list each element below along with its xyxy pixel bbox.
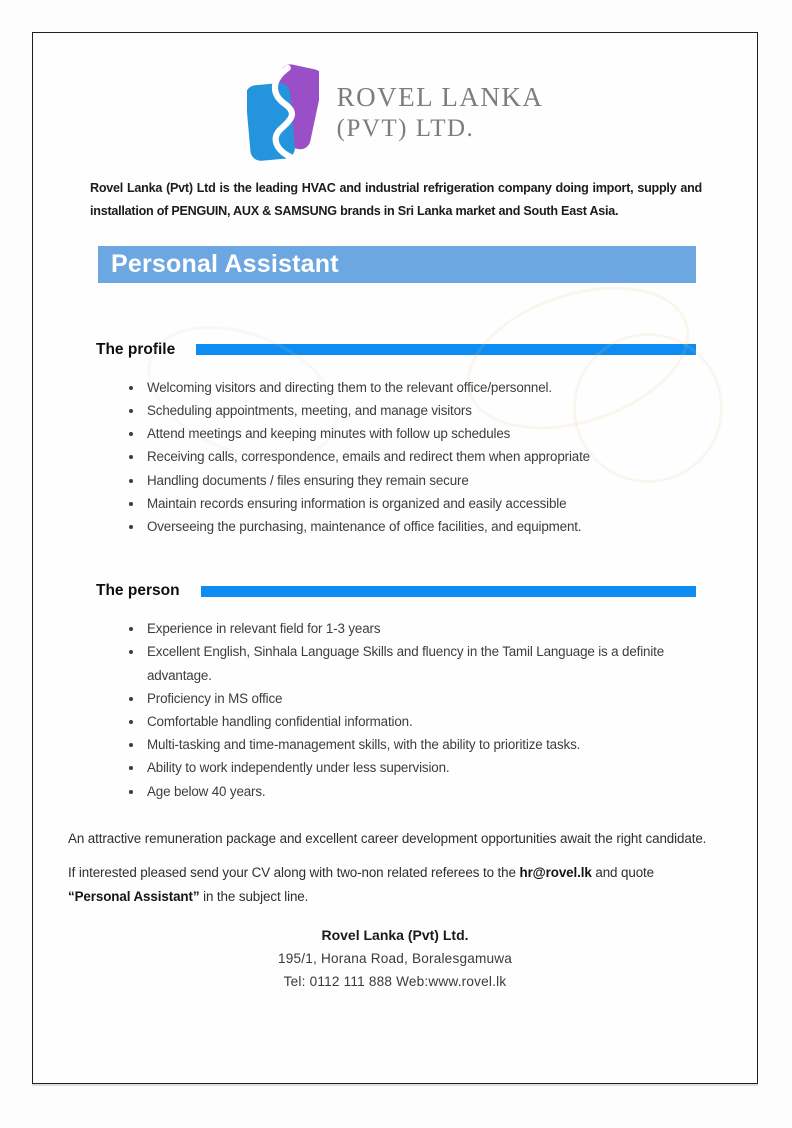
list-item: • Experience in relevant field for 1-3 years [144, 617, 696, 640]
section-heading-profile [96, 341, 696, 359]
intro-paragraph: Rovel Lanka (Pvt) Ltd is the leading HVAC and industrial refrigeration company doing import, supply and installation of PENGUIN, AUX & SAMSUNG brands in Sri Lanka market and South East Asia. [90, 181, 702, 219]
apply-text-suffix: in the subject line. [199, 888, 309, 904]
footer-contact-block [33, 924, 757, 993]
list-item: • Excellent English, Sinhala Language Skills and fluency in the Tamil Language is a definite advantage. [144, 640, 696, 686]
page-border-frame [32, 32, 758, 1084]
apply-text-mid: and quote [591, 865, 655, 881]
company-name-line2: (PVT) LTD. [336, 114, 475, 142]
list-item: • Maintain records ensuring information is organized and easily accessible [144, 492, 696, 515]
person-heading-label: The person [96, 582, 180, 600]
list-item: • Multi-tasking and time-management skills, with the ability to prioritize tasks. [144, 733, 696, 756]
list-item: • Ability to work independently under less supervision. [144, 756, 696, 779]
company-logo [33, 64, 757, 161]
person-bullet-list [144, 617, 696, 803]
profile-heading-bar [196, 344, 696, 355]
apply-paragraph [68, 861, 716, 908]
footer-company-name: Rovel Lanka (Pvt) Ltd. [321, 927, 469, 944]
list-item: • Proficiency in MS office [144, 687, 696, 710]
list-item: • Handling documents / files ensuring they remain secure [144, 469, 696, 492]
footer-address: 195/1, Horana Road, Boralesgamuwa [277, 951, 513, 967]
email-text: hr@rovel.lk [519, 865, 592, 881]
list-item: • Welcoming visitors and directing them to the relevant office/personnel. [144, 376, 696, 399]
list-item: • Overseeing the purchasing, maintenance of office facilities, and equipment. [144, 515, 696, 538]
list-item: • Attend meetings and keeping minutes with follow up schedules [144, 422, 696, 445]
section-heading-person [96, 582, 696, 600]
company-name-line1: ROVEL LANKA [336, 81, 544, 112]
apply-text-prefix: If interested pleased send your CV along with two-non related referees to the [68, 865, 520, 881]
person-heading-bar [201, 586, 696, 597]
list-item: • Scheduling appointments, meeting, and manage visitors [144, 399, 696, 422]
footer-tel-web: Tel: 0112 111 888 Web:www.rovel.lk [283, 974, 507, 990]
job-title: Personal Assistant [111, 249, 339, 278]
company-logo-icon [247, 64, 319, 161]
list-item: • Age below 40 years. [144, 780, 696, 803]
subject-line-quote: “Personal Assistant” [68, 888, 200, 904]
document-content [33, 33, 757, 1083]
profile-bullet-list [144, 376, 696, 538]
company-name [337, 82, 544, 143]
list-item: • Comfortable handling confidential information. [144, 710, 696, 733]
job-title-banner [98, 246, 696, 283]
profile-heading-label: The profile [96, 340, 176, 358]
list-item: • Receiving calls, correspondence, emails and redirect them when appropriate [144, 445, 696, 468]
remuneration-paragraph: An attractive remuneration package and excellent career development opportunities await the right candidate. [68, 830, 707, 846]
